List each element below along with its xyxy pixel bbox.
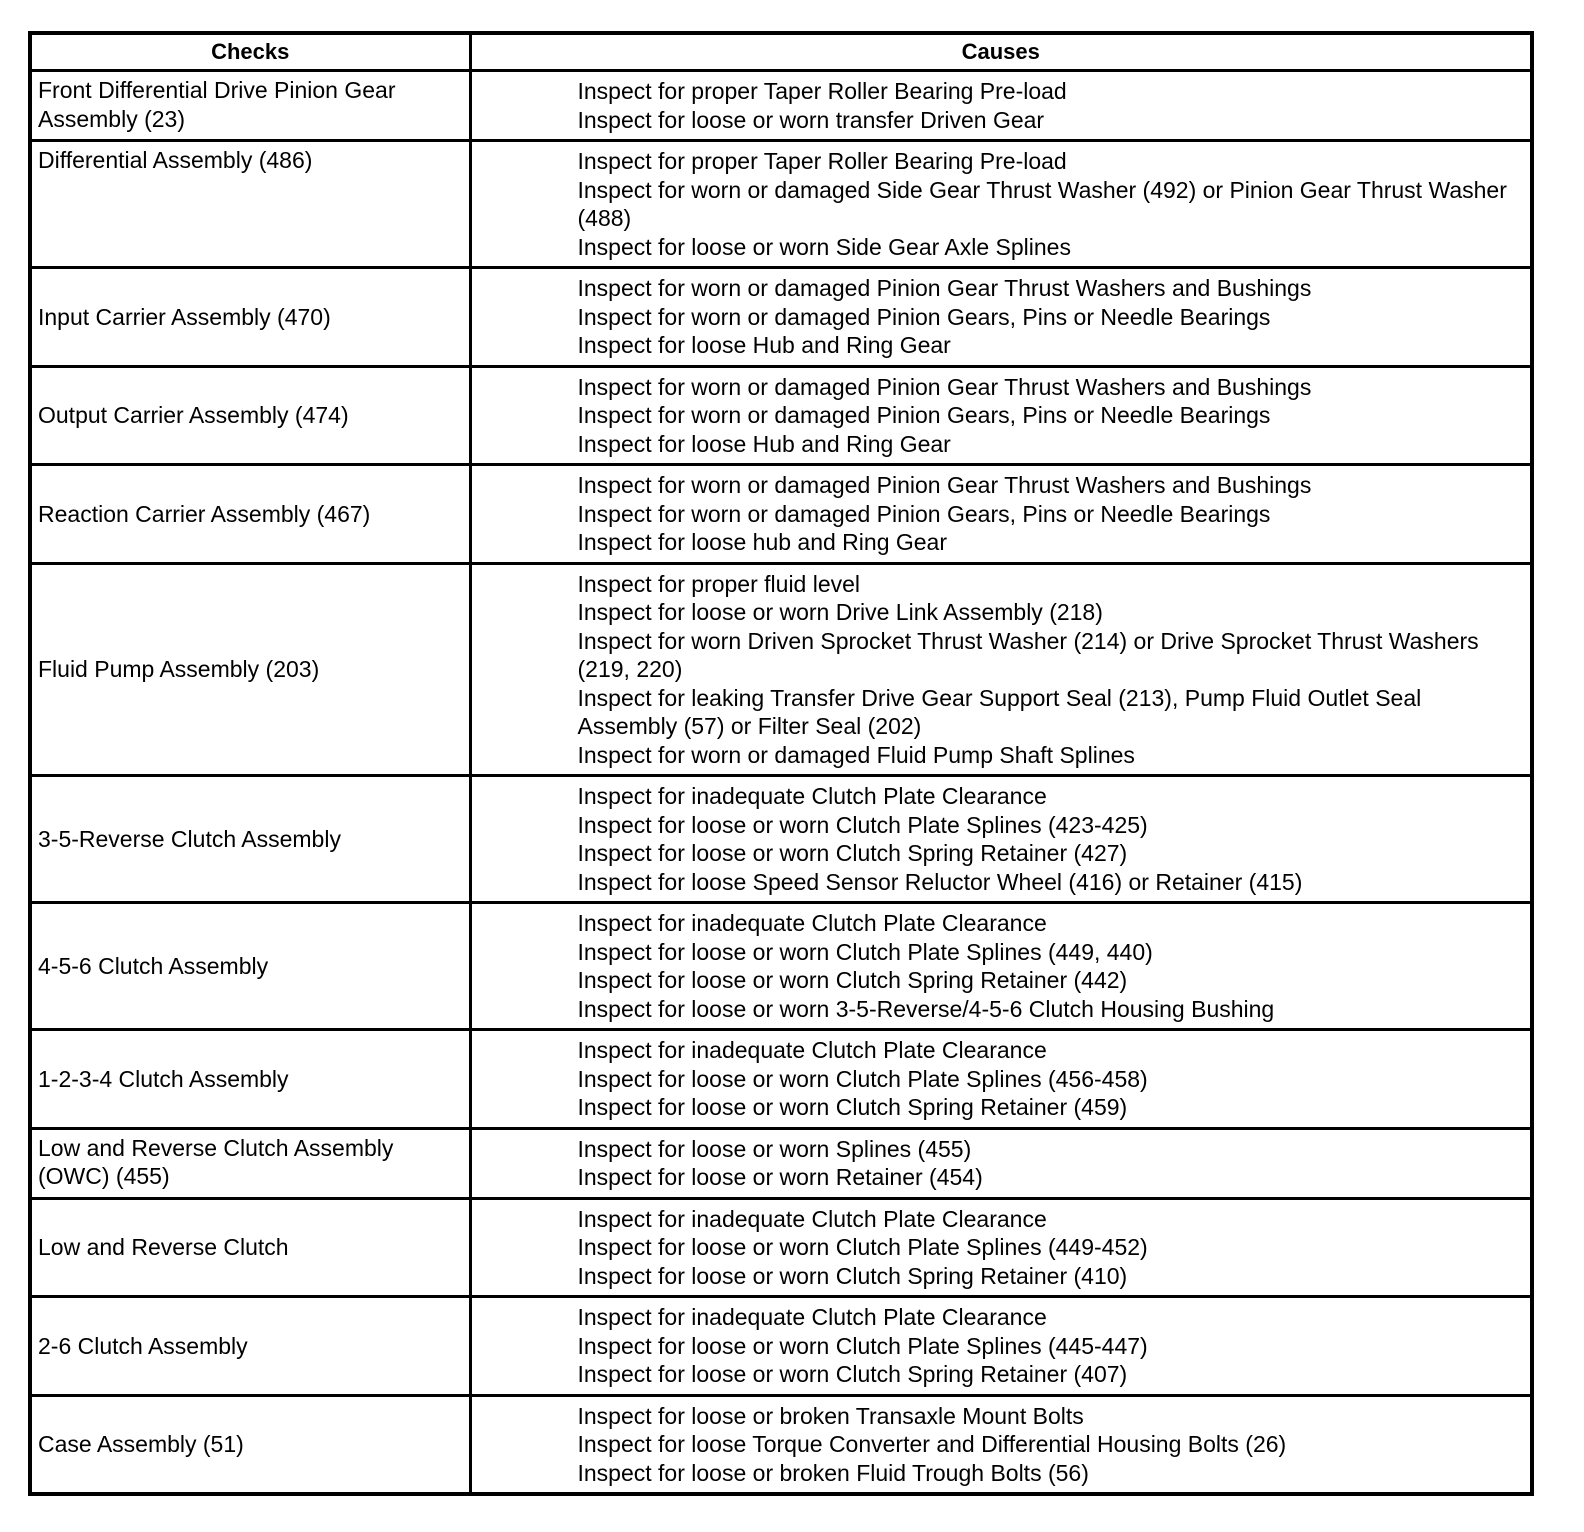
cause-line: Inspect for worn or damaged Pinion Gears, Pins or Needle Bearings	[577, 303, 1271, 330]
causes-cell	[470, 1030, 1532, 1129]
cause-line: Inspect for loose or worn Clutch Spring Retainer (407)	[577, 1361, 1128, 1387]
cause-line: Inspect for worn or damaged Side Gear Thrust Washer (492) or Pinion Gear Thrust Washer (488)	[577, 176, 1507, 231]
cause-line: Inspect for loose hub and Ring Gear	[577, 529, 948, 555]
checks-causes-table	[28, 31, 1534, 1496]
table-row	[30, 563, 1532, 776]
table-row	[30, 366, 1532, 465]
cause-line: Inspect for loose or worn Clutch Plate Splines (445-447)	[577, 1332, 1148, 1359]
cause-line: Inspect for loose Hub and Ring Gear	[577, 332, 951, 358]
cause-line: Inspect for worn or damaged Pinion Gear Thrust Washers and Bushings	[577, 472, 1312, 498]
cause-line: Inspect for loose or worn Clutch Spring Retainer (459)	[577, 1094, 1128, 1120]
cause-line: Inspect for loose or worn Side Gear Axle Splines	[577, 233, 1071, 260]
table-row	[30, 776, 1532, 903]
table-body	[30, 71, 1532, 1495]
cause-line: Inspect for proper fluid level	[577, 570, 861, 597]
cause-line: Inspect for loose Speed Sensor Reluctor Wheel (416) or Retainer (415)	[577, 868, 1303, 895]
cause-line: Inspect for loose or worn Drive Link Assembly (218)	[577, 599, 1103, 625]
table-row	[30, 465, 1532, 564]
cause-line: Inspect for worn or damaged Fluid Pump Shaft Splines	[577, 741, 1135, 768]
cause-line: Inspect for loose or worn Clutch Spring Retainer (427)	[577, 840, 1128, 866]
check-cell: Front Differential Drive Pinion Gear Assembly (23)	[30, 71, 470, 141]
causes-cell	[470, 903, 1532, 1030]
table-row	[30, 268, 1532, 367]
table-row	[30, 1128, 1532, 1198]
table-row	[30, 1030, 1532, 1129]
cause-line: Inspect for inadequate Clutch Plate Clearance	[577, 910, 1047, 936]
table-row	[30, 1297, 1532, 1396]
header-checks: Checks	[30, 33, 470, 71]
cause-line: Inspect for inadequate Clutch Plate Clearance	[577, 1037, 1047, 1063]
causes-cell	[470, 141, 1532, 268]
check-cell: 1-2-3-4 Clutch Assembly	[30, 1030, 470, 1129]
cause-line: Inspect for loose or broken Transaxle Mount Bolts	[577, 1402, 1084, 1429]
causes-cell	[470, 71, 1532, 141]
causes-cell	[470, 1198, 1532, 1297]
check-cell: Input Carrier Assembly (470)	[30, 268, 470, 367]
table-header-row	[30, 33, 1532, 71]
check-cell: Low and Reverse Clutch	[30, 1198, 470, 1297]
header-causes: Causes	[470, 33, 1532, 71]
cause-line: Inspect for proper Taper Roller Bearing Pre-load	[577, 78, 1067, 104]
cause-line: Inspect for loose or worn Clutch Plate Splines (423-425)	[577, 811, 1148, 838]
causes-cell	[470, 776, 1532, 903]
cause-line: Inspect for inadequate Clutch Plate Clearance	[577, 783, 1047, 809]
cause-line: Inspect for worn or damaged Pinion Gear Thrust Washers and Bushings	[577, 275, 1312, 301]
cause-line: Inspect for loose or worn Clutch Plate Splines (456-458)	[577, 1065, 1148, 1092]
check-cell: Low and Reverse Clutch Assembly (OWC) (455)	[30, 1128, 470, 1198]
check-cell: Fluid Pump Assembly (203)	[30, 563, 470, 776]
diagnostic-document	[28, 31, 1530, 1496]
check-cell: Reaction Carrier Assembly (467)	[30, 465, 470, 564]
cause-line: Inspect for loose or worn transfer Driven Gear	[577, 106, 1045, 133]
check-cell: 4-5-6 Clutch Assembly	[30, 903, 470, 1030]
cause-line: Inspect for worn or damaged Pinion Gear Thrust Washers and Bushings	[577, 373, 1312, 400]
causes-cell	[470, 268, 1532, 367]
cause-line: Inspect for loose or worn Clutch Spring Retainer (410)	[577, 1262, 1128, 1289]
check-cell: 3-5-Reverse Clutch Assembly	[30, 776, 470, 903]
check-cell: Case Assembly (51)	[30, 1395, 470, 1494]
cause-line: Inspect for loose or broken Fluid Trough Bolts (56)	[577, 1459, 1089, 1486]
cause-line: Inspect for worn or damaged Pinion Gears, Pins or Needle Bearings	[577, 500, 1271, 527]
check-cell: Output Carrier Assembly (474)	[30, 366, 470, 465]
table-row	[30, 1395, 1532, 1494]
table-row	[30, 141, 1532, 268]
causes-cell	[470, 1297, 1532, 1396]
cause-line: Inspect for loose or worn Clutch Plate Splines (449, 440)	[577, 938, 1153, 965]
table-row	[30, 71, 1532, 141]
cause-line: Inspect for loose or worn 3-5-Reverse/4-5-6 Clutch Housing Bushing	[577, 995, 1275, 1022]
causes-cell	[470, 1395, 1532, 1494]
cause-line: Inspect for inadequate Clutch Plate Clearance	[577, 1304, 1047, 1330]
cause-line: Inspect for loose or worn Retainer (454)	[577, 1164, 983, 1190]
check-cell: Differential Assembly (486)	[30, 141, 470, 268]
cause-line: Inspect for leaking Transfer Drive Gear Support Seal (213), Pump Fluid Outlet Seal Assembly (57) or Filter Seal (202)	[577, 684, 1422, 739]
causes-cell	[470, 465, 1532, 564]
cause-line: Inspect for worn or damaged Pinion Gears, Pins or Needle Bearings	[577, 402, 1271, 428]
cause-line: Inspect for loose Torque Converter and Differential Housing Bolts (26)	[577, 1431, 1287, 1457]
causes-cell	[470, 366, 1532, 465]
cause-line: Inspect for worn Driven Sprocket Thrust Washer (214) or Drive Sprocket Thrust Washers (219, 220)	[577, 627, 1479, 682]
cause-line: Inspect for loose or worn Clutch Spring Retainer (442)	[577, 967, 1128, 993]
cause-line: Inspect for loose or worn Splines (455)	[577, 1135, 972, 1162]
table-row	[30, 1198, 1532, 1297]
cause-line: Inspect for loose or worn Clutch Plate Splines (449-452)	[577, 1234, 1148, 1260]
cause-line: Inspect for loose Hub and Ring Gear	[577, 430, 951, 457]
cause-line: Inspect for proper Taper Roller Bearing Pre-load	[577, 148, 1067, 174]
cause-line: Inspect for inadequate Clutch Plate Clearance	[577, 1205, 1047, 1232]
causes-cell	[470, 563, 1532, 776]
table-row	[30, 903, 1532, 1030]
check-cell: 2-6 Clutch Assembly	[30, 1297, 470, 1396]
causes-cell	[470, 1128, 1532, 1198]
